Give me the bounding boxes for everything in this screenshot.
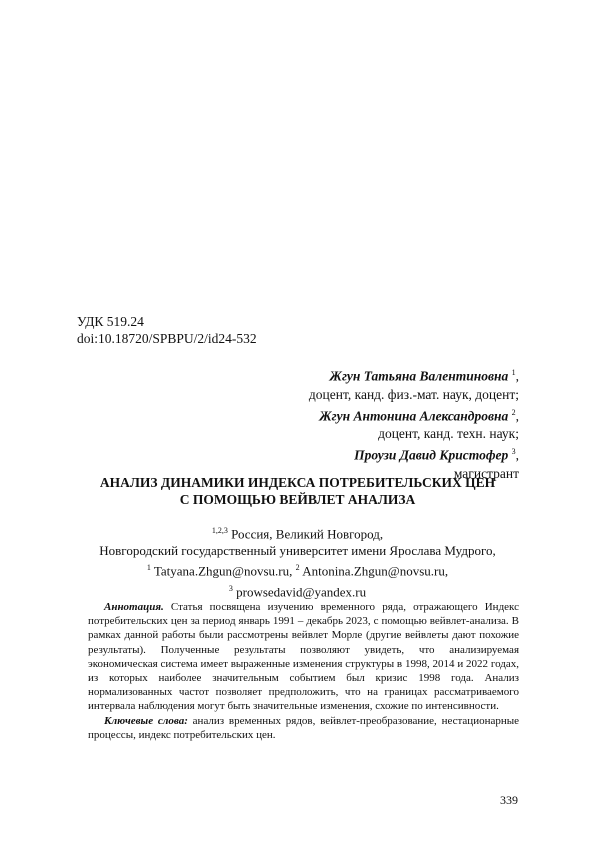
paper-title xyxy=(60,474,535,508)
abstract-text: Статья посвящена изучению временного ряда, отражающего Индекс потребительских цен за период январь 1991 – декабрь 2023, с помощью вейвлет-анализа. В рамках данной работы были рассмотрены вейвлет Морле (другие вейвлеты дают похожие результаты). Полученные результаты позволяют увидеть, что анализируемая экономическая система имеет выраженные изменения структуры в 1998, 2014 и 2022 годах, из которых наиболее значительным событием был кризис 1998 года. Анализ нормализованных частот позволяет предположить, что на границах рассматриваемого интервала наблюдения могут быть значительные изменения, схожие по интенсивности. xyxy=(88,601,519,713)
affiliation-email3-line xyxy=(40,580,555,600)
title-line: С ПОМОЩЬЮ ВЕЙВЛЕТ АНАЛИЗА xyxy=(179,492,416,507)
authors-block xyxy=(159,364,519,483)
udk-block xyxy=(77,313,257,347)
abstract-label: Аннотация. xyxy=(104,601,164,613)
author-punct: , xyxy=(515,408,519,423)
author-sup: 2 xyxy=(511,407,516,417)
affiliation-sup: 1,2,3 xyxy=(211,526,228,535)
email-sup: 2 xyxy=(295,563,300,573)
keywords-text: анализ временных рядов, вейвлет-преобразование, нестационарные процессы, индекс потребительских цен. xyxy=(88,714,520,741)
author-position: магистрант xyxy=(453,465,519,481)
email-sup: 1 xyxy=(146,563,151,573)
author-name: Жгун Антонина Александровна xyxy=(319,408,509,423)
keywords-paragraph xyxy=(88,714,519,742)
email-link[interactable]: Tatyana.Zhgun@novsu.ru, xyxy=(153,563,293,579)
author-sup: 1 xyxy=(511,368,516,377)
email-sup: 3 xyxy=(228,583,233,593)
email-link[interactable]: prowsedavid@yandex.ru xyxy=(236,583,367,599)
page-number: 339 xyxy=(500,793,518,807)
author-1 xyxy=(159,364,519,386)
abstract-block xyxy=(88,600,519,742)
email-link[interactable]: Antonina.Zhgun@novsu.ru, xyxy=(302,563,449,579)
affiliation-emails-line xyxy=(40,559,555,579)
affiliation-city-line xyxy=(40,522,555,542)
author-punct: , xyxy=(515,447,519,463)
author-position: доцент, канд. техн. наук; xyxy=(378,426,519,441)
udk-code: УДК 519.24 xyxy=(77,314,144,329)
abstract-paragraph xyxy=(88,600,519,714)
title-line: АНАЛИЗ ДИНАМИКИ ИНДЕКСА ПОТРЕБИТЕЛЬСКИХ ЦЕН xyxy=(99,475,496,490)
author-2 xyxy=(159,404,519,426)
author-punct: , xyxy=(515,368,519,384)
affiliation-city: Россия, Великий Новгород, xyxy=(231,526,384,542)
author-name: Проузи Давид Кристофер xyxy=(354,447,509,463)
affiliation-university: Новгородский государственный университет имени Ярослава Мудрого, xyxy=(99,543,496,559)
affiliation-block xyxy=(40,522,555,600)
author-3 xyxy=(159,443,519,465)
doi: doi:10.18720/SPBPU/2/id24-532 xyxy=(77,331,257,346)
author-name: Жгун Татьяна Валентиновна xyxy=(329,368,509,384)
author-position: доцент, канд. физ.-мат. наук, доцент; xyxy=(308,386,519,402)
author-sup: 3 xyxy=(511,447,516,456)
keywords-label: Ключевые слова: xyxy=(104,714,188,727)
